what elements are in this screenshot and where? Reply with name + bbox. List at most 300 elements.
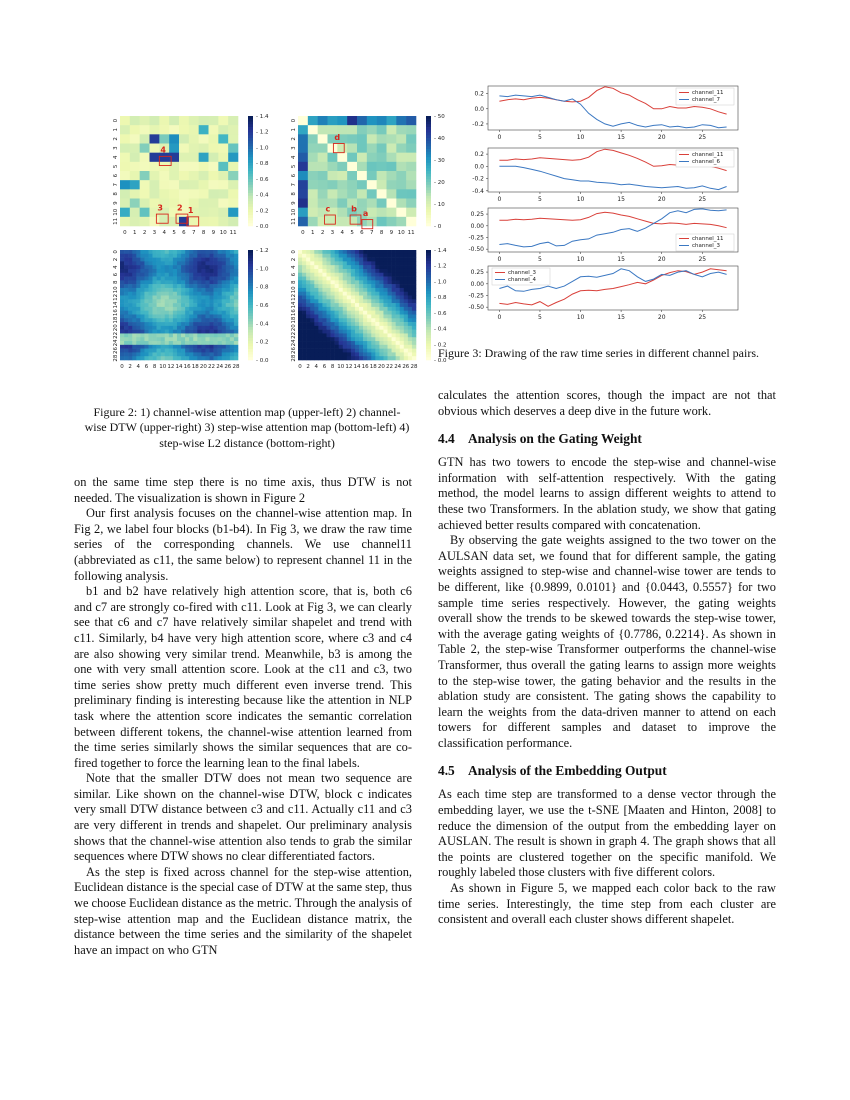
heatmap-cell xyxy=(120,299,124,303)
heatmap-cell xyxy=(169,144,179,153)
heatmap-cell xyxy=(181,273,185,277)
heatmap-cell xyxy=(173,299,177,303)
x-tick-label: 5 xyxy=(538,314,542,321)
heatmap-cell xyxy=(326,326,330,330)
heatmap-cell xyxy=(387,180,397,189)
heatmap-cell xyxy=(159,162,169,171)
heatmap-cell xyxy=(302,273,306,277)
heatmap-cell xyxy=(193,337,197,341)
heatmap-cell xyxy=(218,284,222,288)
heatmap-cell xyxy=(173,307,177,311)
heatmap-cell xyxy=(310,311,314,315)
heatmap-cell xyxy=(314,356,318,360)
heatmap-cell xyxy=(396,322,400,326)
y-tick-label: 16 xyxy=(113,309,119,317)
heatmap-cell xyxy=(140,116,150,125)
heatmap-cell xyxy=(197,280,201,284)
heatmap-cell xyxy=(159,189,169,198)
colorbar-segment xyxy=(426,311,431,314)
heatmap-cell xyxy=(210,292,214,296)
colorbar-segment xyxy=(248,308,253,311)
heatmap-cell xyxy=(404,314,408,318)
heatmap-cell xyxy=(185,258,189,262)
heatmap-cell xyxy=(388,345,392,349)
heatmap-cell xyxy=(363,314,367,318)
x-tick-label: 10 xyxy=(576,196,585,203)
heatmap-cell xyxy=(185,296,189,300)
heatmap-cell xyxy=(226,273,230,277)
heatmap-cell xyxy=(230,349,234,353)
heatmap-cell xyxy=(169,352,173,356)
heatmap-cell xyxy=(210,250,214,254)
heatmap-cell xyxy=(392,326,396,330)
x-tick-label: 0 xyxy=(497,314,502,321)
heatmap-cell xyxy=(205,288,209,292)
heatmap-cell xyxy=(140,125,150,134)
colorbar-segment xyxy=(248,327,253,330)
heatmap-cell xyxy=(205,254,209,258)
heatmap-cell xyxy=(359,341,363,345)
heatmap-cell xyxy=(318,314,322,318)
heatmap-cell xyxy=(343,303,347,307)
heatmap-cell xyxy=(214,352,218,356)
heatmap-cell xyxy=(355,333,359,337)
heatmap-cell xyxy=(343,269,347,273)
heatmap-cell xyxy=(201,322,205,326)
heatmap-cell xyxy=(379,356,383,360)
heatmap-cell xyxy=(400,277,404,281)
heatmap-cell xyxy=(392,318,396,322)
colorbar-segment xyxy=(426,210,431,213)
heatmap-cell xyxy=(310,303,314,307)
colorbar-segment xyxy=(248,141,253,144)
heatmap-cell xyxy=(205,349,209,353)
heatmap-cell xyxy=(140,341,144,345)
section-title: Analysis of the Embedding Output xyxy=(468,763,667,779)
heatmap-cell xyxy=(314,333,318,337)
heatmap-cell xyxy=(392,330,396,334)
colorbar-segment xyxy=(248,324,253,327)
colorbar-segment xyxy=(248,138,253,141)
heatmap-cell xyxy=(406,208,416,217)
heatmap-cell xyxy=(408,337,412,341)
colorbar-segment xyxy=(248,258,253,261)
heatmap-cell xyxy=(201,296,205,300)
heatmap-cell xyxy=(169,254,173,258)
colorbar-segment xyxy=(248,122,253,125)
heatmap-cell xyxy=(228,217,238,226)
heatmap-cell xyxy=(314,258,318,262)
heatmap-cell xyxy=(130,116,140,125)
colorbar-tick-label: - 1.2 xyxy=(434,263,447,270)
y-tick-label: 0.25 xyxy=(470,269,484,277)
heatmap-cell xyxy=(359,318,363,322)
colorbar-segment xyxy=(426,294,431,297)
y-tick-label: 6 xyxy=(113,272,119,277)
heatmap-cell xyxy=(322,269,326,273)
heatmap-cell xyxy=(326,277,330,281)
heatmap-cell xyxy=(318,153,328,162)
heatmap-cell xyxy=(379,265,383,269)
heatmap-cell xyxy=(189,303,193,307)
heatmap-cell xyxy=(153,345,157,349)
y-tick-label: 22 xyxy=(113,331,119,339)
heatmap-cell xyxy=(371,273,375,277)
heatmap-cell xyxy=(379,307,383,311)
heatmap-cell xyxy=(136,318,140,322)
heatmap-cell xyxy=(230,333,234,337)
heatmap-cell xyxy=(230,303,234,307)
heatmap-cell xyxy=(379,254,383,258)
heatmap-cell xyxy=(189,269,193,273)
heatmap-cell xyxy=(165,296,169,300)
heatmap-cell xyxy=(298,356,302,360)
colorbar-segment xyxy=(426,177,431,180)
heatmap-cell xyxy=(124,356,128,360)
heatmap-cell xyxy=(222,322,226,326)
heatmap-cell xyxy=(189,330,193,334)
heatmap-cell xyxy=(347,144,357,153)
heatmap-cell xyxy=(218,296,222,300)
heatmap-cell xyxy=(177,254,181,258)
heatmap-cell xyxy=(120,292,124,296)
heatmap-cell xyxy=(157,265,161,269)
heatmap-cell xyxy=(214,280,218,284)
x-tick-label: 6 xyxy=(360,230,364,236)
heatmap-cell xyxy=(383,341,387,345)
heatmap-cell xyxy=(412,273,416,277)
heatmap-cell xyxy=(408,250,412,254)
heatmap-cell xyxy=(124,261,128,265)
colorbar-tick-label: - 1.0 xyxy=(434,279,447,286)
heatmap-cell xyxy=(375,307,379,311)
heatmap-cell xyxy=(189,250,193,254)
heatmap-cell xyxy=(197,269,201,273)
heatmap-cell xyxy=(383,318,387,322)
y-tick-label: 10 xyxy=(291,208,297,216)
heatmap-cell xyxy=(197,254,201,258)
heatmap-cell xyxy=(205,330,209,334)
legend-label: channel_7 xyxy=(692,97,721,103)
heatmap-cell xyxy=(140,345,144,349)
heatmap-cell xyxy=(400,261,404,265)
heatmap-cell xyxy=(157,292,161,296)
x-tick-label: 10 xyxy=(219,230,227,236)
y-tick-label: 6 xyxy=(291,272,297,277)
heatmap-cell xyxy=(383,314,387,318)
heatmap-cell xyxy=(375,318,379,322)
figure-2-heatmaps xyxy=(108,108,447,390)
heatmap-cell xyxy=(157,254,161,258)
heatmap-cell xyxy=(197,288,201,292)
heatmap-cell xyxy=(326,337,330,341)
heatmap-cell xyxy=(339,318,343,322)
heatmap-cell xyxy=(379,349,383,353)
colorbar-segment xyxy=(248,182,253,185)
heatmap-cell xyxy=(218,144,228,153)
heatmap-cell xyxy=(205,296,209,300)
heatmap-cell xyxy=(396,356,400,360)
heatmap-cell xyxy=(375,311,379,315)
heatmap-cell xyxy=(136,330,140,334)
heatmap-cell xyxy=(199,153,209,162)
heatmap-cell xyxy=(328,153,338,162)
heatmap-cell xyxy=(132,345,136,349)
heatmap-cell xyxy=(388,261,392,265)
heatmap-cell xyxy=(310,296,314,300)
heatmap-cell xyxy=(173,303,177,307)
heatmap-cell xyxy=(308,199,318,208)
x-tick-label: 22 xyxy=(208,364,216,370)
colorbar-segment xyxy=(248,157,253,160)
heatmap-cell xyxy=(298,292,302,296)
heatmap-cell xyxy=(193,314,197,318)
heatmap-cell xyxy=(371,288,375,292)
heatmap-cell xyxy=(404,280,408,284)
heatmap-cell xyxy=(173,269,177,273)
heatmap-cell xyxy=(201,330,205,334)
heatmap-cell xyxy=(189,314,193,318)
heatmap-cell xyxy=(412,356,416,360)
heatmap-cell xyxy=(124,269,128,273)
heatmap-cell xyxy=(355,250,359,254)
heatmap-cell xyxy=(189,307,193,311)
heatmap-cell xyxy=(363,258,367,262)
colorbar-segment xyxy=(426,269,431,272)
heatmap-cell xyxy=(124,299,128,303)
heatmap-cell xyxy=(404,311,408,315)
heatmap-cell xyxy=(148,265,152,269)
heatmap-cell xyxy=(359,311,363,315)
heatmap-cell xyxy=(379,258,383,262)
heatmap-cell xyxy=(136,303,140,307)
heatmap-cell xyxy=(412,349,416,353)
heatmap-cell xyxy=(144,311,148,315)
annotation-block-1: 1 xyxy=(187,206,194,216)
heatmap-cell xyxy=(351,345,355,349)
heatmap-cell xyxy=(355,273,359,277)
heatmap-cell xyxy=(375,261,379,265)
heatmap-cell xyxy=(181,345,185,349)
heatmap-cell xyxy=(209,144,219,153)
heatmap-cell xyxy=(181,280,185,284)
heatmap-cell xyxy=(412,258,416,262)
heatmap-cell xyxy=(412,254,416,258)
y-tick-label: 8 xyxy=(291,280,297,284)
heatmap-cell xyxy=(214,314,218,318)
heatmap-cell xyxy=(226,345,230,349)
heatmap-cell xyxy=(377,162,387,171)
heatmap-cell xyxy=(205,284,209,288)
heatmap-cell xyxy=(347,318,351,322)
heatmap-cell xyxy=(392,356,396,360)
heatmap-cell xyxy=(201,314,205,318)
heatmap-cell xyxy=(128,330,132,334)
heatmap-cell xyxy=(153,265,157,269)
heatmap-cell xyxy=(228,189,238,198)
heatmap-cell xyxy=(298,303,302,307)
heatmap-cell xyxy=(383,273,387,277)
annotation-block-a: a xyxy=(362,208,369,218)
heatmap-cell xyxy=(379,333,383,337)
heatmap-cell xyxy=(185,352,189,356)
heatmap-cell xyxy=(226,261,230,265)
heatmap-cell xyxy=(230,250,234,254)
heatmap-cell xyxy=(199,125,209,134)
heatmap-cell xyxy=(408,258,412,262)
heatmap-cell xyxy=(226,356,230,360)
heatmap-cell xyxy=(314,277,318,281)
heatmap-cell xyxy=(367,303,371,307)
heatmap-cell xyxy=(388,322,392,326)
heatmap-cell xyxy=(335,311,339,315)
heatmap-cell xyxy=(218,277,222,281)
heatmap-cell xyxy=(383,311,387,315)
heatmap-cell xyxy=(306,303,310,307)
heatmap-cell xyxy=(132,288,136,292)
heatmap-cell xyxy=(396,280,400,284)
heatmap-cell xyxy=(193,322,197,326)
heatmap-cell xyxy=(322,349,326,353)
heatmap-cell xyxy=(404,349,408,353)
heatmap-cell xyxy=(383,296,387,300)
heatmap-cell xyxy=(298,330,302,334)
heatmap-cell xyxy=(205,280,209,284)
heatmap-cell xyxy=(314,269,318,273)
heatmap-cell xyxy=(173,356,177,360)
heatmap-cell xyxy=(408,326,412,330)
heatmap-cell xyxy=(302,356,306,360)
heatmap-cell xyxy=(234,349,238,353)
heatmap-cell xyxy=(234,277,238,281)
heatmap-cell xyxy=(388,356,392,360)
heatmap-cell xyxy=(322,254,326,258)
heatmap-cell xyxy=(367,254,371,258)
x-tick-label: 5 xyxy=(538,256,542,263)
heatmap-cell xyxy=(222,254,226,258)
heatmap-cell xyxy=(306,337,310,341)
heatmap-cell xyxy=(400,333,404,337)
heatmap-cell xyxy=(210,314,214,318)
x-tick-label: 9 xyxy=(211,230,216,236)
heatmap-cell xyxy=(201,277,205,281)
heatmap-cell xyxy=(169,280,173,284)
heatmap-cell xyxy=(193,292,197,296)
heatmap-cell xyxy=(306,318,310,322)
heatmap-cell xyxy=(388,314,392,318)
heatmap-cell xyxy=(185,307,189,311)
heatmap-cell xyxy=(322,299,326,303)
heatmap-cell xyxy=(387,208,397,217)
heatmap-cell xyxy=(363,280,367,284)
heatmap-cell xyxy=(136,307,140,311)
heatmap-cell xyxy=(124,292,128,296)
heatmap-cell xyxy=(363,330,367,334)
heatmap-cell xyxy=(357,180,367,189)
heatmap-cell xyxy=(169,356,173,360)
heatmap-cell xyxy=(298,284,302,288)
colorbar-segment xyxy=(426,300,431,303)
heatmap-cell xyxy=(132,349,136,353)
heatmap-cell xyxy=(412,337,416,341)
heatmap-cell xyxy=(310,341,314,345)
annotation-block-b: b xyxy=(351,204,357,214)
heatmap-cell xyxy=(197,261,201,265)
heatmap-cell xyxy=(367,284,371,288)
heatmap-cell xyxy=(189,288,193,292)
heatmap-cell xyxy=(359,314,363,318)
heatmap-cell xyxy=(379,288,383,292)
heatmap-cell xyxy=(367,258,371,262)
heatmap-cell xyxy=(298,208,308,217)
heatmap-cell xyxy=(331,284,335,288)
heatmap-cell xyxy=(371,254,375,258)
heatmap-cell xyxy=(193,277,197,281)
heatmap-cell xyxy=(335,280,339,284)
heatmap-cell xyxy=(120,337,124,341)
heatmap-cell xyxy=(331,280,335,284)
heatmap-cell xyxy=(153,258,157,262)
heatmap-cell xyxy=(302,311,306,315)
colorbar-tick-label: - 1.0 xyxy=(256,266,269,273)
y-tick-label: 8 xyxy=(113,280,119,284)
heatmap-cell xyxy=(205,333,209,337)
y-tick-label: 22 xyxy=(291,331,297,339)
heatmap-cell xyxy=(185,311,189,315)
heatmap-cell xyxy=(150,162,160,171)
colorbar-segment xyxy=(426,146,431,149)
heatmap-cell xyxy=(185,330,189,334)
colorbar-segment xyxy=(426,291,431,294)
heatmap-cell xyxy=(326,311,330,315)
colorbar-segment xyxy=(426,188,431,191)
heatmap-cell xyxy=(132,284,136,288)
colorbar-segment xyxy=(248,223,253,226)
heatmap-cell xyxy=(339,261,343,265)
heatmap-cell xyxy=(363,352,367,356)
heatmap-cell xyxy=(400,250,404,254)
heatmap-cell xyxy=(392,288,396,292)
heatmap-cell xyxy=(226,314,230,318)
heatmap-cell xyxy=(218,162,228,171)
heatmap-cell xyxy=(298,144,308,153)
heatmap-cell xyxy=(153,330,157,334)
heatmap-cell xyxy=(148,322,152,326)
y-tick-label: 8 xyxy=(291,192,297,196)
heatmap-cell xyxy=(343,277,347,281)
heatmap-cell xyxy=(185,288,189,292)
heatmap-cell xyxy=(165,311,169,315)
heatmap-cell xyxy=(148,314,152,318)
x-tick-label: 18 xyxy=(191,364,199,370)
heatmap-cell xyxy=(222,356,226,360)
heatmap-cell xyxy=(392,311,396,315)
heatmap-cell xyxy=(128,345,132,349)
heatmap-cell xyxy=(157,345,161,349)
heatmap-cell xyxy=(400,318,404,322)
colorbar-segment xyxy=(426,174,431,177)
heatmap-cell xyxy=(363,303,367,307)
colorbar-segment xyxy=(248,163,253,166)
heatmap-cell xyxy=(367,296,371,300)
x-tick-label: 0 xyxy=(123,230,127,236)
heatmap-cell xyxy=(222,277,226,281)
heatmap-cell xyxy=(335,314,339,318)
colorbar-segment xyxy=(248,294,253,297)
x-tick-label: 8 xyxy=(201,230,206,236)
heatmap-cell xyxy=(387,217,397,226)
heatmap-cell xyxy=(193,341,197,345)
